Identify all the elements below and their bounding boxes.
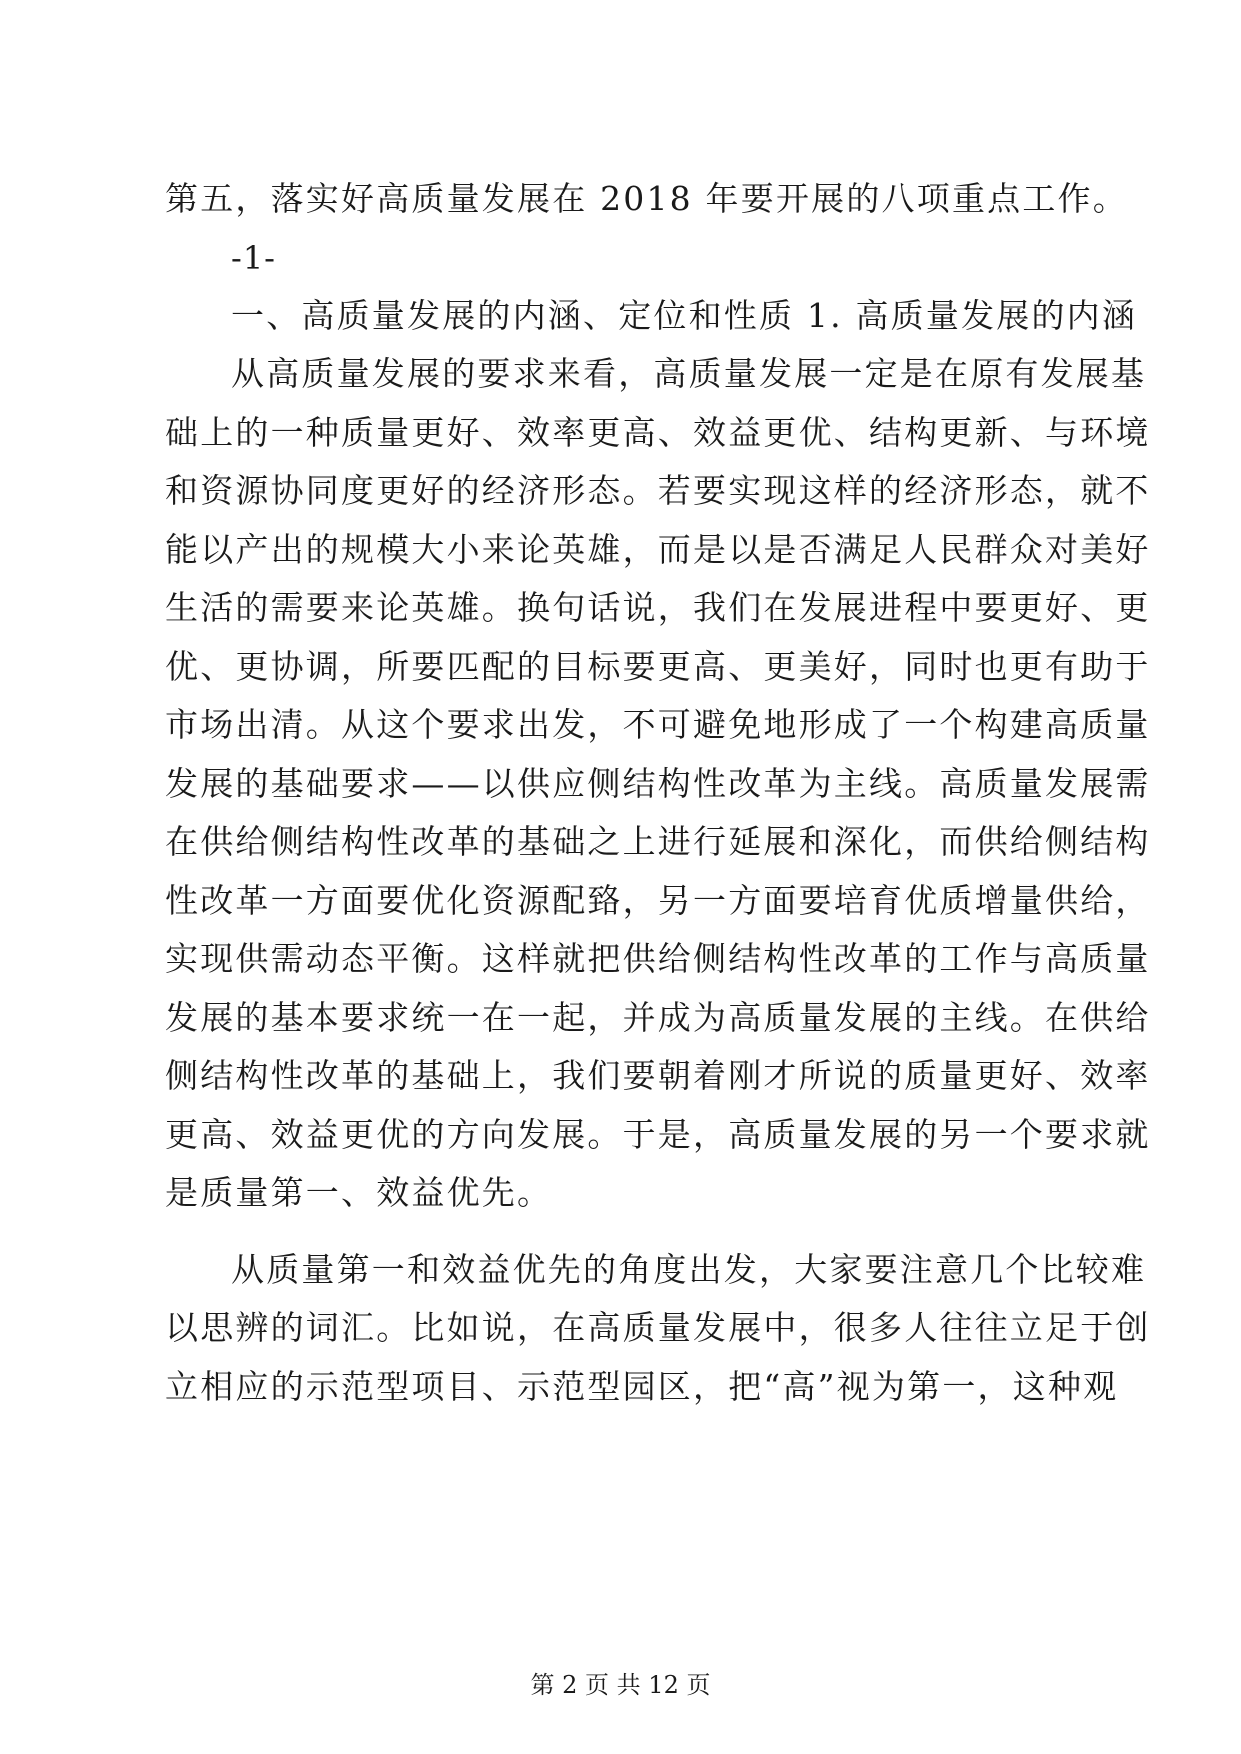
text-line: 础上的一种质量更好、效率更高、效益更优、结构更新、与环境: [165, 412, 1151, 452]
text-line: 是质量第一、效益优先。: [165, 1173, 553, 1212]
text-line: 市场出清。从这个要求出发，不可避免地形成了一个构建高质量: [165, 705, 1151, 744]
text-line: 实现供需动态平衡。这样就把供给侧结构性改革的工作与高质量: [165, 939, 1151, 978]
text-line: 能以产出的规模大小来论英雄，而是以是否满足人民群众对美好: [165, 529, 1151, 569]
text-line: 在供给侧结构性改革的基础之上进行延展和深化，而供给侧结构: [165, 822, 1151, 861]
text-line: 从高质量发展的要求来看，高质量发展一定是在原有发展基: [231, 354, 1147, 393]
document-body: [165, 170, 1151, 1416]
inline-page-marker: -1-: [231, 238, 276, 277]
page-footer: 第 2 页 共 12 页: [530, 1671, 711, 1699]
text-line: 以思辨的词汇。比如说，在高质量发展中，很多人往往立足于创: [165, 1308, 1151, 1347]
text-line: 生活的需要来论英雄。换句话说，我们在发展进程中要更好、更: [165, 588, 1151, 627]
text-line: 第五，落实好高质量发展在 2018 年要开展的八项重点工作。: [165, 179, 1128, 218]
text-line: 发展的基本要求统一在一起，并成为高质量发展的主线。在供给: [165, 997, 1151, 1037]
text-line: 侧结构性改革的基础上，我们要朝着刚才所说的质量更好、效率: [165, 1056, 1151, 1095]
text-line: 更高、效益更优的方向发展。于是，高质量发展的另一个要求就: [165, 1114, 1151, 1154]
section-heading: 一、高质量发展的内涵、定位和性质 1. 高质量发展的内涵: [231, 295, 1138, 335]
text-line: 从质量第一和效益优先的角度出发，大家要注意几个比较难: [231, 1249, 1147, 1289]
text-line: 优、更协调，所要匹配的目标要更高、更美好，同时也更有助于: [165, 646, 1151, 686]
text-line: 发展的基础要求——以供应侧结构性改革为主线。高质量发展需: [165, 763, 1151, 803]
text-line: 性改革一方面要优化资源配臵，另一方面要培育优质增量供给，: [165, 880, 1151, 920]
text-line: 立相应的示范型项目、示范型园区，把“高”视为第一，这种观: [165, 1366, 1119, 1406]
text-line: 和资源协同度更好的经济形态。若要实现这样的经济形态，就不: [165, 471, 1151, 510]
paragraph-spacer: [165, 1223, 1085, 1241]
